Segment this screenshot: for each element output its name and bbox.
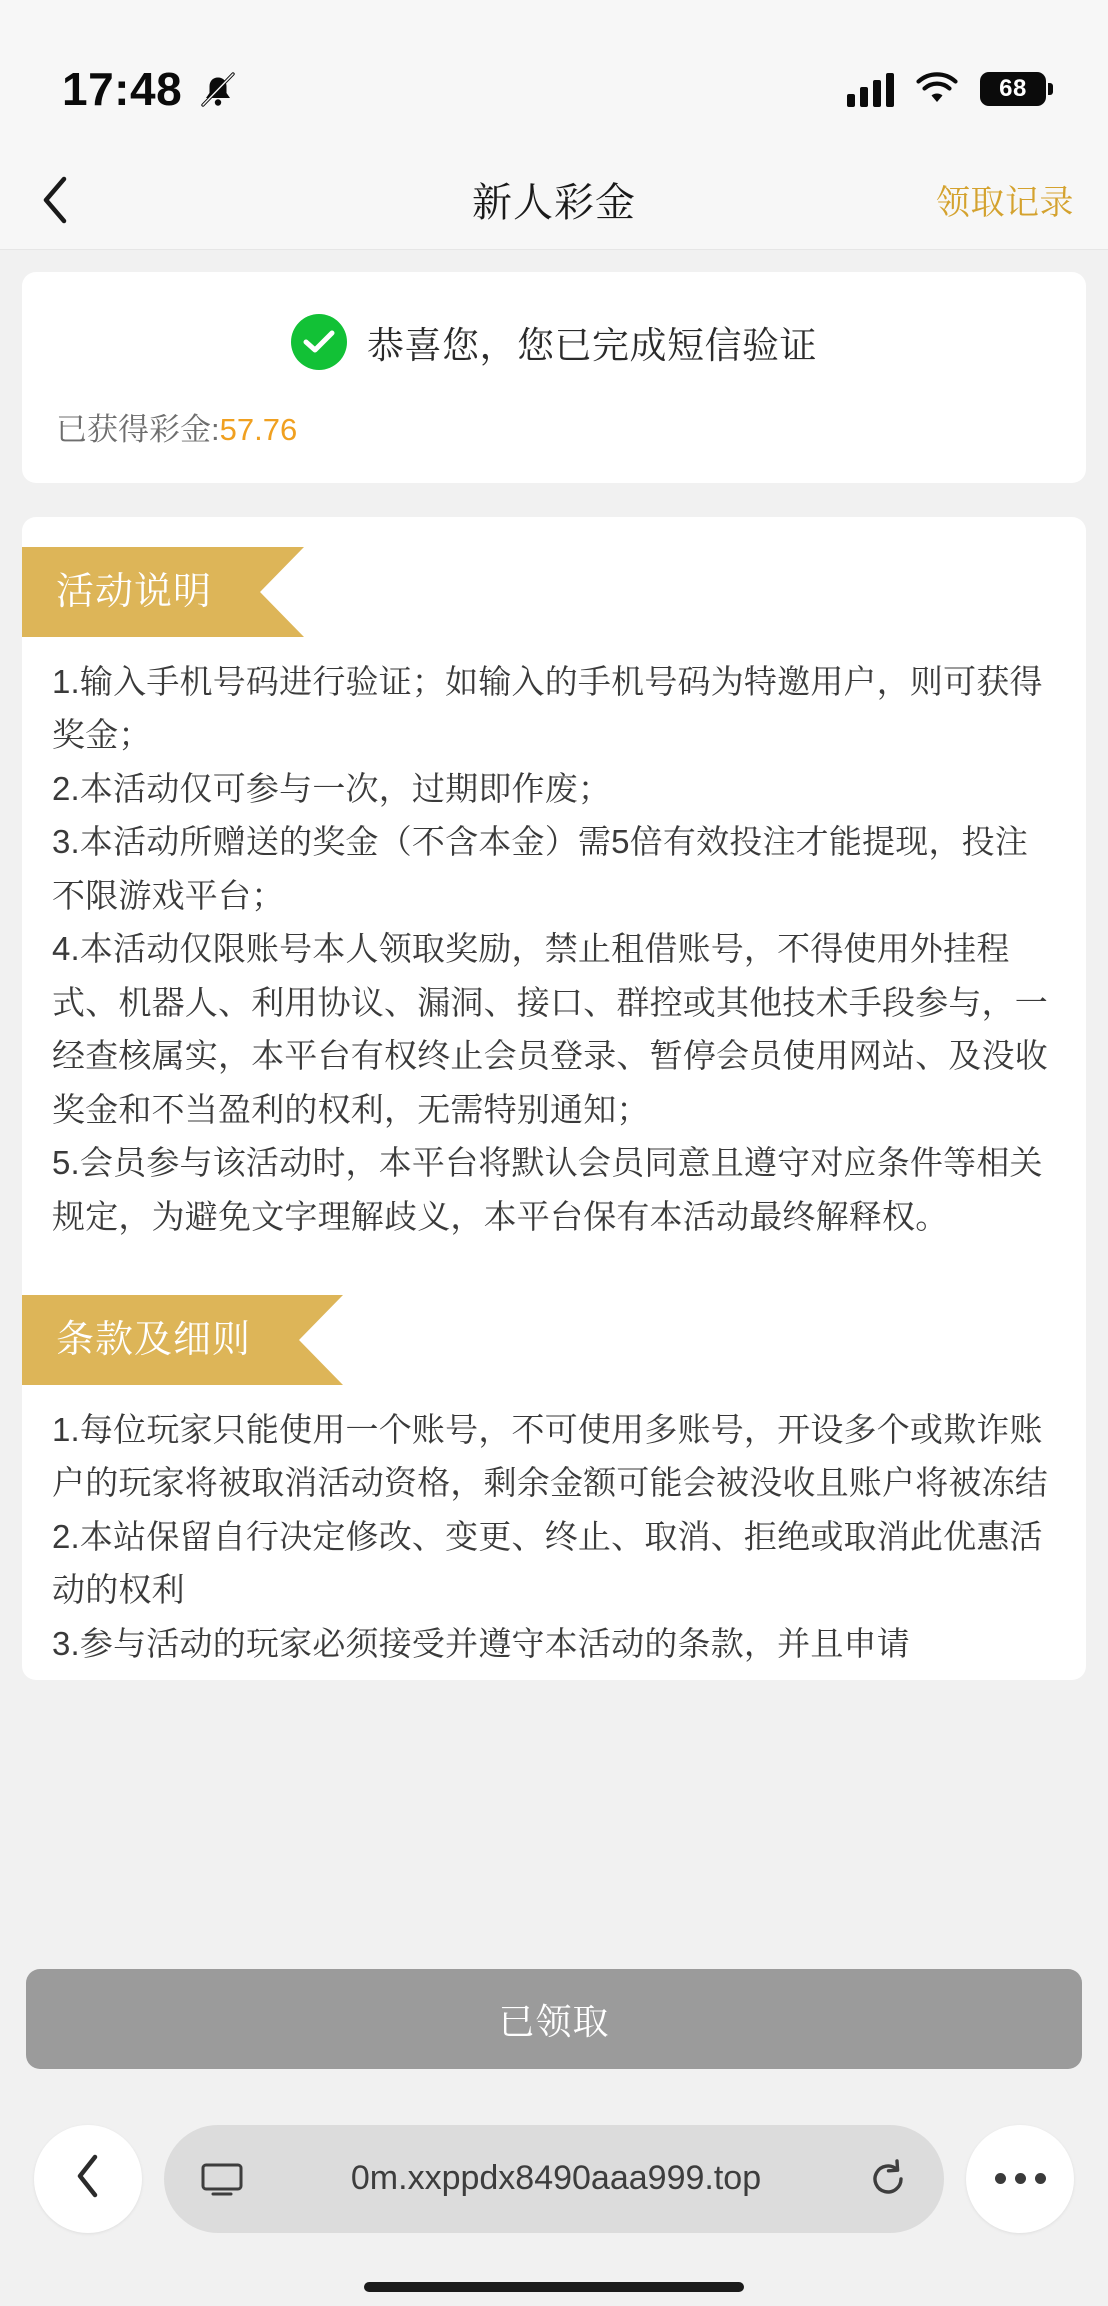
rule-line: 1.输入手机号码进行验证；如输入的手机号码为特邀用户，则可获得奖金；: [52, 663, 1043, 754]
term-line: 3.参与活动的玩家必须接受并遵守本活动的条款，并且申请: [52, 1624, 910, 1662]
address-bar[interactable]: [164, 2125, 944, 2233]
congrats-text: 恭喜您，您已完成短信验证: [367, 325, 817, 366]
more-menu-button[interactable]: [966, 2125, 1074, 2233]
status-time: 17:48: [62, 63, 183, 115]
chevron-left-icon: [38, 173, 72, 227]
url-text[interactable]: 0m.xxppdx8490aaa999.top: [350, 2159, 762, 2197]
check-circle-icon: [291, 314, 347, 370]
battery-icon: [980, 72, 1046, 106]
section-tag-terms: 条款及细则: [22, 1295, 299, 1385]
earned-amount-label: 已获得彩金:: [56, 412, 220, 447]
reader-view-icon[interactable]: [200, 2160, 244, 2198]
page-title: 新人彩金: [472, 181, 636, 225]
nav-bar: [0, 150, 1108, 250]
term-line: 2.本站保留自行决定修改、变更、终止、取消、拒绝或取消此优惠活动的权利: [52, 1517, 1043, 1609]
back-button[interactable]: [0, 150, 110, 249]
chevron-left-icon: [73, 2152, 103, 2205]
status-card: [22, 272, 1086, 483]
section-divider: [22, 1243, 1086, 1265]
reload-icon[interactable]: [868, 2159, 908, 2199]
status-bar-left: [62, 62, 238, 116]
congrats-row: [56, 314, 1052, 370]
rule-line: 4.本活动仅限账号本人领取奖励，禁止租借账号，不得使用外挂程式、机器人、利用协议、漏洞、接口、群控或其他技术手段参与，一经查核属实，本平台有权终止会员登录、暂停会员使用网站、及没收奖金和不当盈利的权利，无需特别通知；: [52, 930, 1048, 1128]
info-panel: [22, 517, 1086, 1680]
browser-toolbar: [0, 2091, 1108, 2306]
bell-off-icon: [198, 68, 238, 110]
rule-line: 5.会员参与该活动时，本平台将默认会员同意且遵守对应条件等相关规定，为避免文字理解歧义，本平台保有本活动最终解释权。: [52, 1144, 1043, 1235]
earned-amount-row: [56, 404, 1052, 449]
claim-button[interactable]: 已领取: [26, 1969, 1082, 2069]
term-line: 1.每位玩家只能使用一个账号，不可使用多账号，开设多个或欺诈账户的玩家将被取消活动资格，剩余金额可能会被没收且账户将被冻结: [52, 1410, 1048, 1502]
rule-line: 3.本活动所赠送的奖金（不含本金）需5倍有效投注才能提现，投注不限游戏平台；: [52, 823, 1029, 914]
section-tag-activity-rules: 活动说明: [22, 547, 260, 637]
battery-level: 68: [999, 75, 1027, 102]
browser-back-button[interactable]: [34, 2125, 142, 2233]
earned-amount-value: 57.76: [219, 412, 298, 447]
more-dots-icon: [995, 2173, 1046, 2184]
status-bar-right: [847, 71, 1046, 107]
rule-line: 2.本活动仅可参与一次，过期即作废；: [52, 769, 612, 807]
activity-rules-text: [22, 655, 1086, 1243]
wifi-icon: [914, 72, 960, 106]
claim-record-link[interactable]: 领取记录: [936, 184, 1074, 222]
cta-container: [0, 1947, 1108, 2091]
cellular-signal-icon: [847, 71, 894, 107]
home-indicator: [364, 2282, 744, 2292]
terms-text: [22, 1403, 1086, 1670]
status-bar: [0, 0, 1108, 150]
